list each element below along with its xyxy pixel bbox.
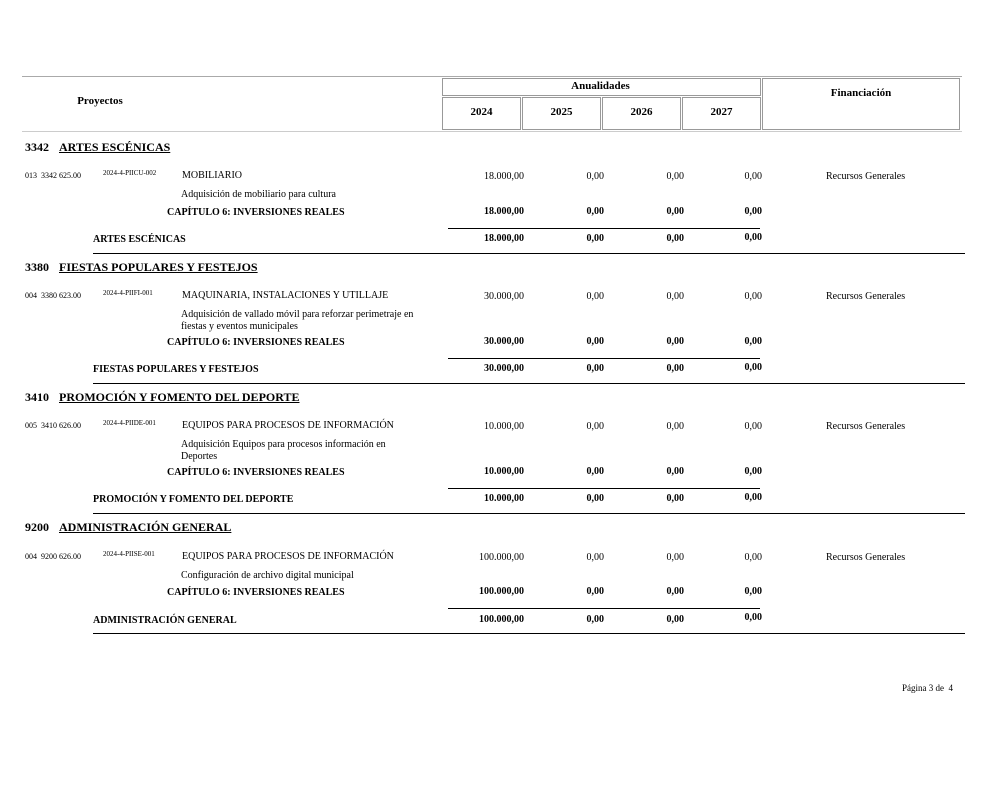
project-ref: 2024-4-PIICU-002: [103, 169, 157, 177]
financing: Recursos Generales: [826, 171, 906, 182]
project-desc: Configuración de archivo digital municipal: [181, 570, 354, 581]
subtotal-rule: [448, 608, 760, 609]
chapter-2026: 0,00: [666, 336, 684, 347]
section-code: 9200: [25, 520, 49, 534]
value-2026: 0,00: [666, 552, 684, 563]
total-2024: 10.000,00: [484, 493, 524, 504]
chapter-2027: 0,00: [744, 586, 762, 597]
value-2027: 0,00: [744, 421, 762, 432]
project-codes: 004 9200 626.00: [25, 552, 81, 561]
chapter-label: CAPÍTULO 6: INVERSIONES REALES: [167, 337, 345, 348]
financiacion-box: [762, 78, 960, 130]
project-desc: fiestas y eventos municipales: [181, 321, 298, 332]
project-desc: Adquisición de vallado móvil para reforzar perimetraje en: [181, 309, 414, 320]
total-2025: 0,00: [586, 363, 604, 374]
project-codes: 004 3380 623.00: [25, 291, 81, 300]
chapter-2026: 0,00: [666, 586, 684, 597]
chapter-2027: 0,00: [744, 206, 762, 217]
project-desc: Adquisición Equipos para procesos información en: [181, 439, 386, 450]
value-2024: 100.000,00: [479, 552, 524, 563]
chapter-2026: 0,00: [666, 466, 684, 477]
total-2025: 0,00: [586, 614, 604, 625]
value-2025: 0,00: [586, 171, 604, 182]
subtotal-rule: [448, 228, 760, 229]
section-end-rule: [93, 633, 965, 634]
chapter-label: CAPÍTULO 6: INVERSIONES REALES: [167, 207, 345, 218]
subtotal-rule: [448, 488, 760, 489]
total-2027: 0,00: [744, 492, 762, 503]
chapter-2024: 100.000,00: [479, 586, 524, 597]
chapter-2025: 0,00: [586, 206, 604, 217]
financing: Recursos Generales: [826, 291, 906, 302]
value-2027: 0,00: [744, 171, 762, 182]
header-bottom-rule: [22, 131, 962, 132]
anualidades-header: Anualidades: [571, 80, 630, 92]
chapter-2027: 0,00: [744, 466, 762, 477]
chapter-2024: 18.000,00: [484, 206, 524, 217]
financing: Recursos Generales: [826, 552, 906, 563]
section-total-label: ADMINISTRACIÓN GENERAL: [93, 615, 237, 626]
chapter-2025: 0,00: [586, 586, 604, 597]
value-2027: 0,00: [744, 291, 762, 302]
section-end-rule: [93, 253, 965, 254]
section-code: 3410: [25, 390, 49, 404]
section-code: 3342: [25, 140, 49, 154]
year-2027: 2027: [710, 106, 733, 118]
section-title: ADMINISTRACIÓN GENERAL: [59, 520, 232, 534]
section-title: FIESTAS POPULARES Y FESTEJOS: [59, 260, 258, 274]
total-2024: 30.000,00: [484, 363, 524, 374]
header-top-rule: [22, 76, 962, 77]
total-2026: 0,00: [666, 363, 684, 374]
financing: Recursos Generales: [826, 421, 906, 432]
chapter-label: CAPÍTULO 6: INVERSIONES REALES: [167, 587, 345, 598]
total-2025: 0,00: [586, 493, 604, 504]
chapter-2024: 10.000,00: [484, 466, 524, 477]
chapter-2024: 30.000,00: [484, 336, 524, 347]
section-end-rule: [93, 383, 965, 384]
project-ref: 2024-4-PIIDE-001: [103, 419, 156, 427]
project-codes: 013 3342 625.00: [25, 171, 81, 180]
value-2024: 18.000,00: [484, 171, 524, 182]
project-desc: Deportes: [181, 451, 218, 462]
project-codes: 005 3410 626.00: [25, 421, 81, 430]
value-2026: 0,00: [666, 291, 684, 302]
page-number: Página 3 de 4: [902, 683, 953, 693]
value-2025: 0,00: [586, 552, 604, 563]
section-title: ARTES ESCÉNICAS: [59, 140, 171, 154]
value-2026: 0,00: [666, 171, 684, 182]
value-2024: 10.000,00: [484, 421, 524, 432]
project-name: MOBILIARIO: [182, 170, 242, 181]
chapter-2027: 0,00: [744, 336, 762, 347]
total-2027: 0,00: [744, 612, 762, 623]
total-2024: 18.000,00: [484, 233, 524, 244]
subtotal-rule: [448, 358, 760, 359]
total-2027: 0,00: [744, 362, 762, 373]
total-2026: 0,00: [666, 233, 684, 244]
value-2025: 0,00: [586, 421, 604, 432]
total-2024: 100.000,00: [479, 614, 524, 625]
total-2026: 0,00: [666, 493, 684, 504]
total-2026: 0,00: [666, 614, 684, 625]
value-2025: 0,00: [586, 291, 604, 302]
value-2026: 0,00: [666, 421, 684, 432]
year-2026: 2026: [630, 106, 653, 118]
project-name: EQUIPOS PARA PROCESOS DE INFORMACIÓN: [182, 551, 394, 562]
project-ref: 2024-4-PIIFI-001: [103, 289, 153, 297]
value-2024: 30.000,00: [484, 291, 524, 302]
chapter-label: CAPÍTULO 6: INVERSIONES REALES: [167, 467, 345, 478]
section-end-rule: [93, 513, 965, 514]
total-2027: 0,00: [744, 232, 762, 243]
year-2024: 2024: [470, 106, 493, 118]
chapter-2026: 0,00: [666, 206, 684, 217]
year-2025: 2025: [550, 106, 573, 118]
project-ref: 2024-4-PIISE-001: [103, 550, 155, 558]
project-desc: Adquisición de mobiliario para cultura: [181, 189, 336, 200]
chapter-2025: 0,00: [586, 336, 604, 347]
section-title: PROMOCIÓN Y FOMENTO DEL DEPORTE: [59, 390, 300, 404]
section-total-label: ARTES ESCÉNICAS: [93, 234, 186, 245]
project-name: EQUIPOS PARA PROCESOS DE INFORMACIÓN: [182, 420, 394, 431]
proyectos-header: Proyectos: [77, 95, 123, 107]
section-code: 3380: [25, 260, 49, 274]
section-total-label: PROMOCIÓN Y FOMENTO DEL DEPORTE: [93, 494, 294, 505]
total-2025: 0,00: [586, 233, 604, 244]
chapter-2025: 0,00: [586, 466, 604, 477]
financiacion-header: Financiación: [830, 87, 892, 99]
project-name: MAQUINARIA, INSTALACIONES Y UTILLAJE: [182, 290, 389, 301]
value-2027: 0,00: [744, 552, 762, 563]
section-total-label: FIESTAS POPULARES Y FESTEJOS: [93, 364, 259, 375]
